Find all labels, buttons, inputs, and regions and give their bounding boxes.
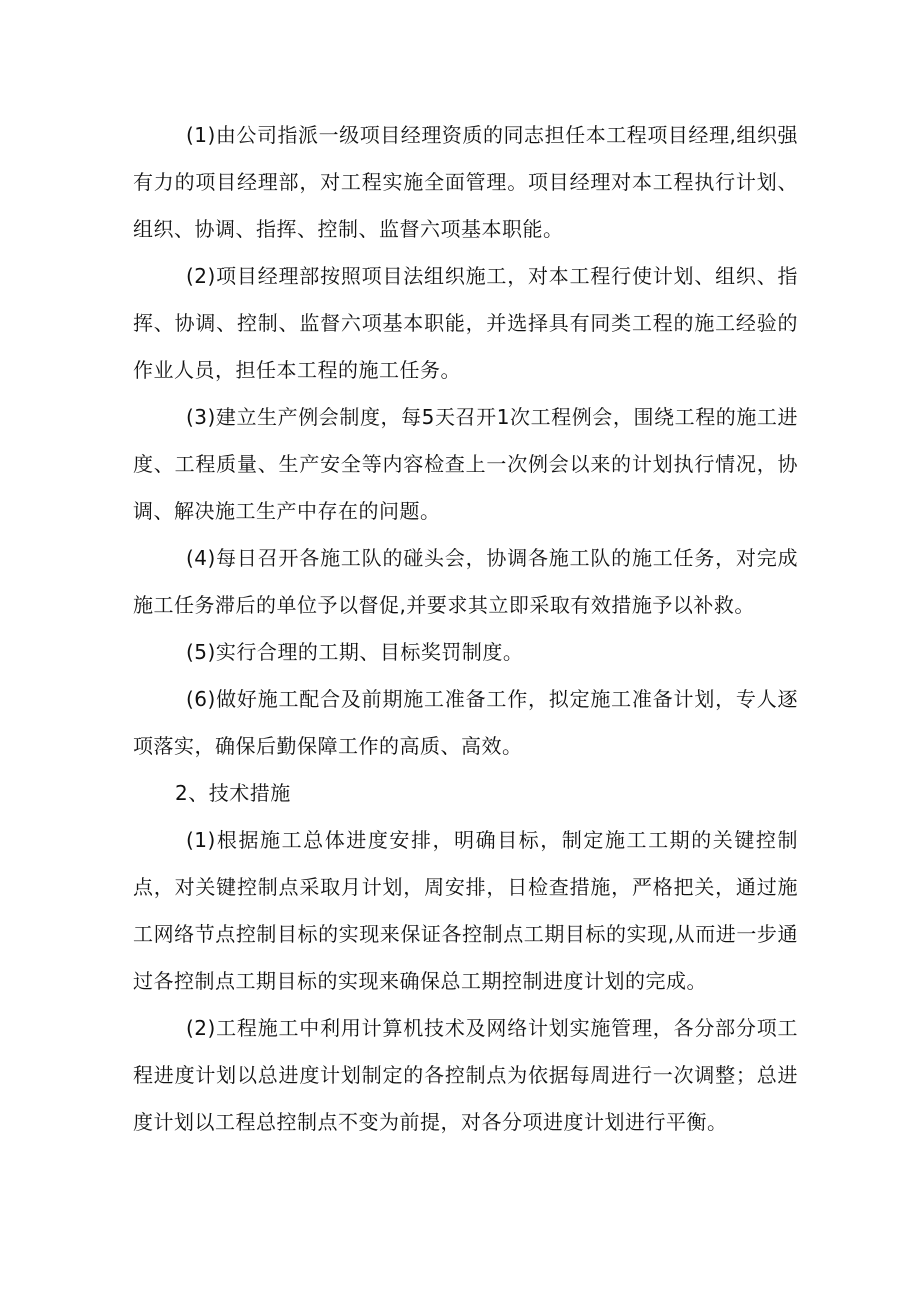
section-heading: 2、技术措施 (175, 781, 291, 805)
paragraph-6: (6)做好施工配合及前期施工准备工作，拟定施工准备计划，专人逐项落实，确保后勤保障工作的高质、高效。 (133, 687, 798, 758)
document-body (133, 112, 798, 1146)
paragraph-2: (2)项目经理部按照项目法组织施工，对本工程行使计划、组织、指挥、协调、控制、监督六项基本职能，并选择具有同类工程的施工经验的作业人员，担任本工程的施工任务。 (133, 264, 798, 382)
tech-paragraph-1: (1)根据施工总体进度安排，明确目标，制定施工工期的关键控制点，对关键控制点采取月计划，周安排，日检查措施，严格把关，通过施工网络节点控制目标的实现来保证各控制点工期目标的实现,从而进一步通过各控制点工期目标的实现来确保总工期控制进度计划的完成。 (133, 828, 798, 993)
paragraph-4: (4)每日召开各施工队的碰头会，协调各施工队的施工任务，对完成施工任务滞后的单位予以督促,并要求其立即采取有效措施予以补救。 (133, 546, 798, 617)
paragraph-3: (3)建立生产例会制度，每5天召开1次工程例会，围绕工程的施工进度、工程质量、生产安全等内容检查上一次例会以来的计划执行情况，协调、解决施工生产中存在的问题。 (133, 405, 798, 523)
tech-paragraph-2: (2)工程施工中利用计算机技术及网络计划实施管理，各分部分项工程进度计划以总进度计划制定的各控制点为依据每周进行一次调整；总进度计划以工程总控制点不变为前提，对各分项进度计划进行平衡。 (133, 1016, 798, 1134)
paragraph-1: (1)由公司指派一级项目经理资质的同志担任本工程项目经理,组织强有力的项目经理部，对工程实施全面管理。项目经理对本工程执行计划、组织、协调、指挥、控制、监督六项基本职能。 (133, 123, 798, 241)
paragraph-5: (5)实行合理的工期、目标奖罚制度。 (186, 640, 524, 664)
